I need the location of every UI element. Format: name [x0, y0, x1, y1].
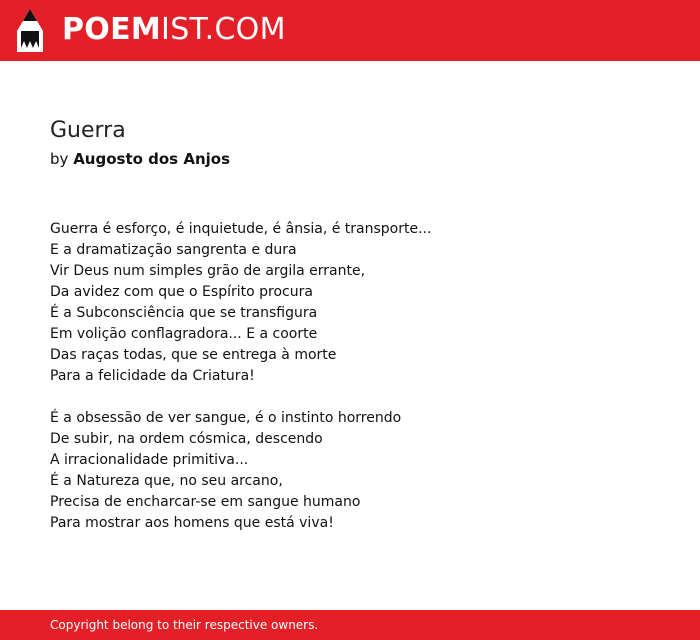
poem-line: De subir, na ordem cósmica, descendo	[50, 431, 323, 447]
poem-line: É a Natureza que, no seu arcano,	[50, 473, 283, 489]
poem-line: Das raças todas, que se entrega à morte	[50, 347, 337, 363]
byline	[50, 149, 230, 169]
poem-line: É a Subconsciência que se transfigura	[50, 305, 318, 321]
poem-line: A irracionalidade primitiva...	[50, 452, 249, 468]
logo-light-text: IST.COM	[161, 12, 286, 47]
site-footer	[0, 610, 700, 640]
poem-line: Precisa de encharcar-se em sangue humano	[50, 494, 361, 510]
pencil-icon[interactable]	[17, 9, 43, 52]
author-name: Augosto dos Anjos	[73, 150, 230, 168]
logo-bold-text: POEM	[62, 12, 162, 47]
poem-body	[50, 219, 431, 555]
copyright-notice: Copyright belong to their respective owners.	[50, 618, 319, 632]
poem-line: É a obsessão de ver sangue, é o instinto horrendo	[50, 410, 402, 426]
stanza-1	[50, 219, 431, 387]
poem-line: E a dramatização sangrenta e dura	[50, 242, 297, 258]
stanza-2	[50, 408, 431, 534]
poem-title: Guerra	[50, 118, 126, 143]
site-header	[0, 0, 700, 61]
site-logo[interactable]	[62, 13, 286, 47]
poem-line: Em volição conflagradora... E a coorte	[50, 326, 318, 342]
poem-line: Para mostrar aos homens que está viva!	[50, 515, 334, 531]
poem-line: Guerra é esforço, é inquietude, é ânsia, é transporte...	[50, 221, 432, 237]
poem-line: Vir Deus num simples grão de argila errante,	[50, 263, 366, 279]
poem-line: Para a felicidade da Criatura!	[50, 368, 255, 384]
poem-line: Da avidez com que o Espírito procura	[50, 284, 313, 300]
byline-prefix: by	[50, 150, 69, 168]
